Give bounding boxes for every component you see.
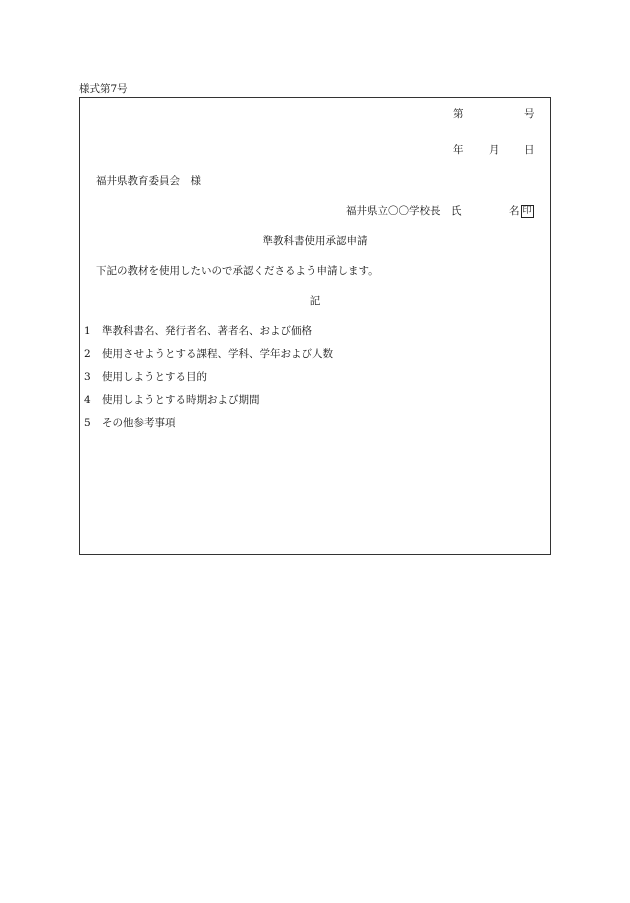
sender-name-line (509, 204, 534, 218)
ki-heading: 記 (309, 295, 321, 307)
date-month-label: 月 (489, 144, 500, 156)
name-label: 名 (509, 205, 520, 217)
item-number: 1 (84, 325, 91, 337)
item-text: その他参考事項 (102, 417, 176, 429)
item-number: 2 (84, 348, 91, 360)
document-title: 準教科書使用承認申請 (262, 235, 368, 247)
addressee: 福井県教育委員会 様 (96, 175, 201, 187)
list-item (84, 347, 333, 361)
item-text: 使用させようとする課程、学科、学年および人数 (102, 348, 333, 360)
list-item (84, 370, 207, 384)
item-number: 5 (84, 417, 91, 429)
list-item (84, 393, 260, 407)
body-text: 下記の教材を使用したいので承認くださるよう申請します。 (96, 265, 379, 277)
date-day-label: 日 (524, 144, 535, 156)
number-label-go: 号 (524, 108, 535, 120)
list-item (84, 324, 312, 338)
list-item (84, 416, 176, 430)
date-year-label: 年 (453, 144, 464, 156)
seal-mark: 印 (522, 206, 532, 216)
item-text: 準教科書名、発行者名、著者名、および価格 (102, 325, 312, 337)
item-text: 使用しようとする目的 (102, 371, 207, 383)
number-label-dai: 第 (453, 108, 464, 120)
application-form (79, 97, 551, 555)
item-text: 使用しようとする時期および期間 (102, 394, 260, 406)
sender-school: 福井県立〇〇学校長 氏 (346, 205, 462, 217)
form-number: 様式第7号 (79, 83, 128, 95)
item-number: 4 (84, 394, 91, 406)
item-number: 3 (84, 371, 91, 383)
